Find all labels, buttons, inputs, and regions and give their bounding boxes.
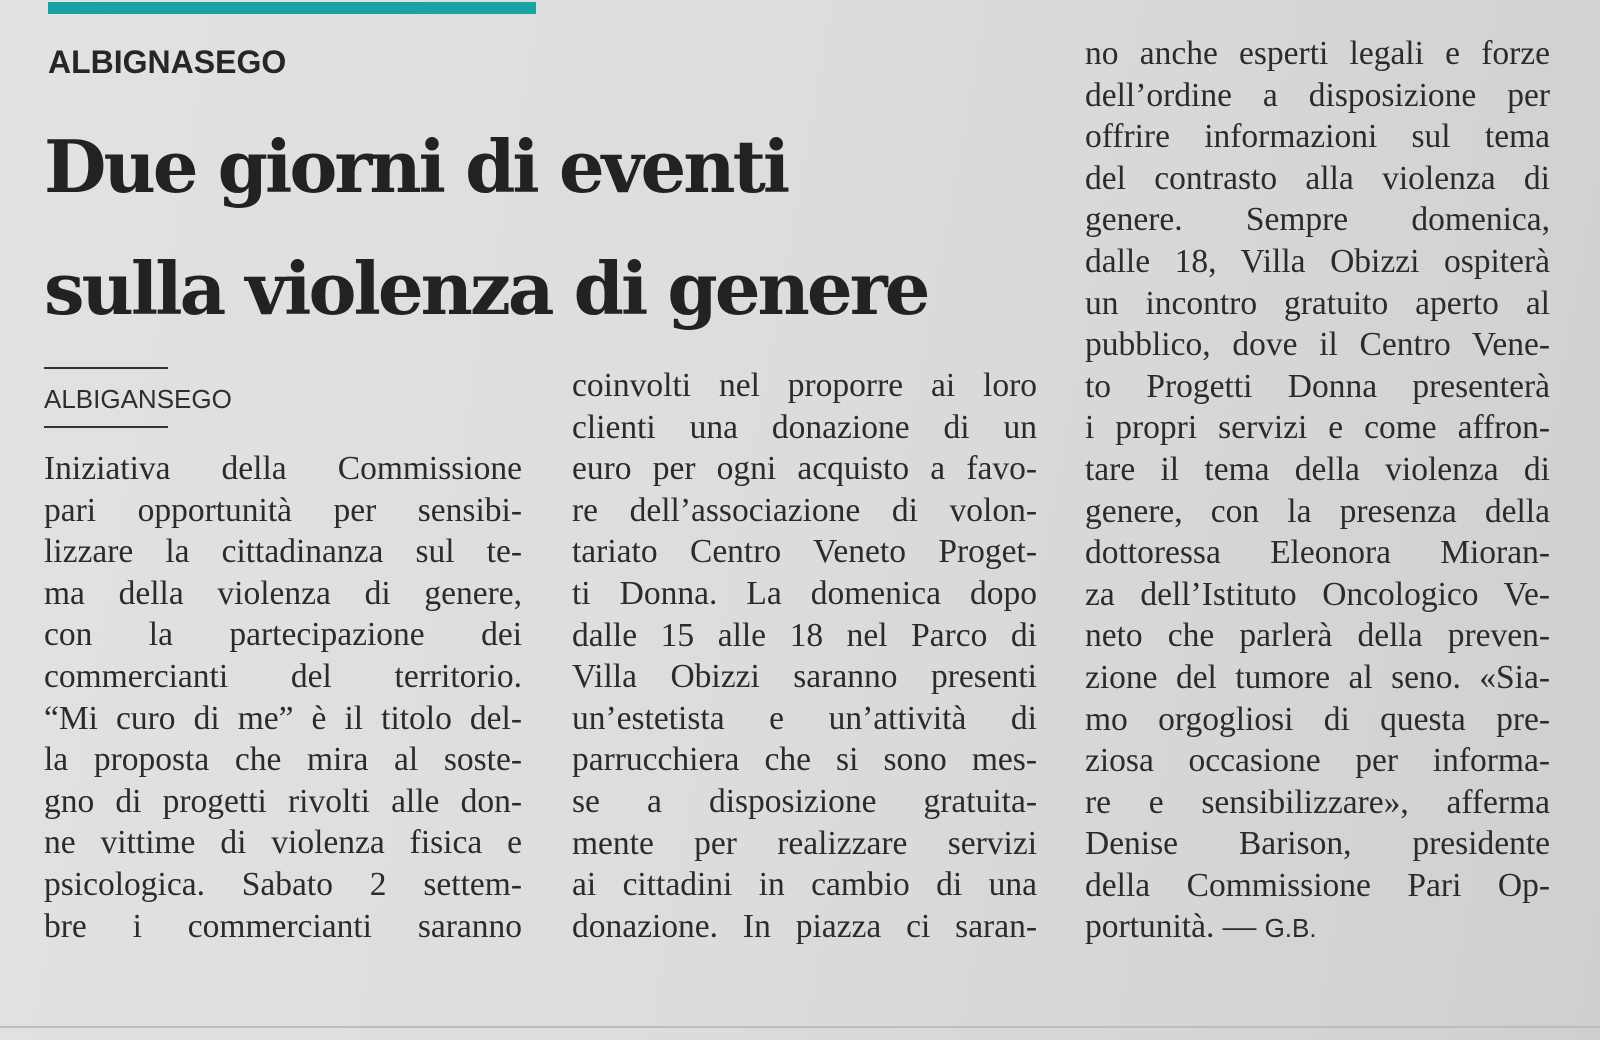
body-line: to Progetti Donna presenterà [1085,367,1550,405]
body-line: genere, con la presenza della [1085,492,1550,530]
body-line-last: portunità. — [1085,908,1257,946]
body-line: clienti una donazione di un [572,408,1037,446]
body-line: lizzare la cittadinanza sul te- [44,533,522,571]
body-line: ne vittime di violenza fisica e [44,824,522,862]
body-column-1 [44,448,522,947]
body-line: Denise Barison, presidente [1085,825,1550,863]
page-bottom-rule [0,1026,1600,1028]
body-line: i propri servizi e come affron- [1085,409,1550,447]
body-line: se a disposizione gratuita- [572,782,1037,820]
body-line: dalle 15 alle 18 nel Parco di [572,616,1037,654]
body-line: no anche esperti legali e forze [1085,35,1550,72]
body-line: un incontro gratuito aperto al [1085,284,1550,322]
body-line: pari opportunità per sensibi- [44,491,522,529]
body-line: neto che parlerà della preven- [1085,617,1550,655]
body-line: ai cittadini in cambio di una [572,866,1037,904]
body-line: za dell’Istituto Oncologico Ve- [1085,575,1550,613]
body-line: dalle 18, Villa Obizzi ospiterà [1085,242,1550,280]
body-line: “Mi curo di me” è il titolo del- [44,699,522,737]
body-column-2 [572,365,1037,947]
body-line: tare il tema della violenza di [1085,450,1550,488]
body-line: Iniziativa della Commissione [44,450,522,487]
body-line: tariato Centro Veneto Proget- [572,533,1037,571]
body-line: dell’ordine a disposizione per [1085,76,1550,114]
dateline: ALBIGANSEGO [44,384,232,414]
body-line: re e sensibilizzare», afferma [1085,783,1550,821]
body-line: del contrasto alla violenza di [1085,159,1550,197]
headline-line: sulla violenza di genere [44,246,928,331]
body-line: offrire informazioni sul tema [1085,118,1550,156]
body-line: commercianti del territorio. [44,657,522,695]
body-line: euro per ogni acquisto a favo- [572,450,1037,488]
body-line: parrucchiera che si sono mes- [572,741,1037,779]
body-line: un’estetista e un’attività di [572,699,1037,737]
dateline-rule-bottom [44,426,168,428]
body-line: con la partecipazione dei [44,616,522,654]
body-line: Villa Obizzi saranno presenti [572,658,1037,696]
body-line: coinvolti nel proporre ai loro [572,367,1037,404]
body-line: dottoressa Eleonora Mioran- [1085,534,1550,572]
body-line: genere. Sempre domenica, [1085,201,1550,239]
body-line: donazione. In piazza ci saran- [572,907,1037,945]
body-line: mo orgogliosi di questa pre- [1085,700,1550,738]
body-line: gno di progetti rivolti alle don- [44,782,522,820]
body-line: ma della violenza di genere, [44,574,522,612]
body-line: re dell’associazione di volon- [572,491,1037,529]
body-line: la proposta che mira al soste- [44,741,522,779]
dateline-rule-top [44,367,168,369]
section-color-bar [48,2,536,14]
headline [44,106,1044,350]
body-line: ziosa occasione per informa- [1085,742,1550,780]
body-line: psicologica. Sabato 2 settem- [44,865,522,903]
body-line: della Commissione Pari Op- [1085,866,1550,904]
final-line-row [1085,906,1550,950]
body-line: bre i commercianti saranno [44,907,522,945]
author-signature: G.B. [1264,913,1317,944]
body-line: mente per realizzare servizi [572,824,1037,862]
body-line: ti Donna. La domenica dopo [572,574,1037,612]
section-kicker: ALBIGNASEGO [48,44,287,80]
body-column-3 [1085,33,1550,950]
body-line: pubblico, dove il Centro Vene- [1085,326,1550,364]
headline-line: Due giorni di eventi [44,124,788,209]
body-line: zione del tumore al seno. «Sia- [1085,658,1550,696]
